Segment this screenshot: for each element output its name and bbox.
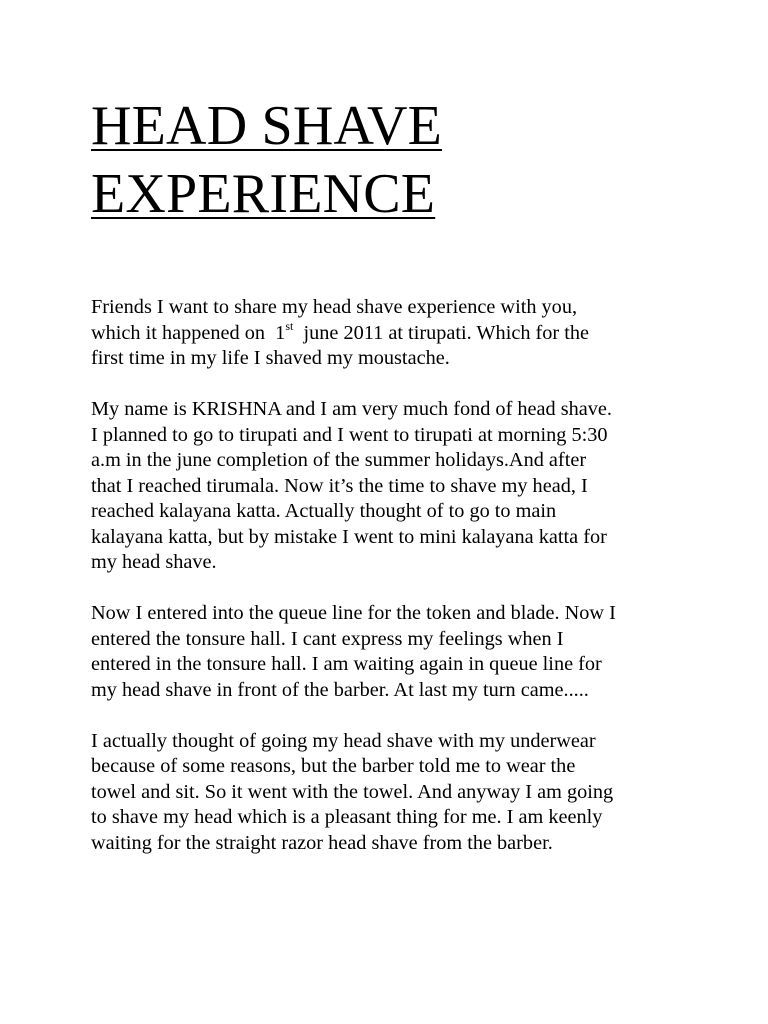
text-line: reached kalayana katta. Actually thought of to go to main [91,500,557,522]
paragraph-2 [91,397,691,576]
text-line-with-superscript [91,318,691,347]
text-line: first time in my life I shaved my moustache. [91,347,450,369]
text-segment: june 2011 at tirupati. Which for the [293,321,590,344]
text-line: kalayana katta, but by mistake I went to mini kalayana katta for [91,525,607,548]
text-line: Now I entered into the queue line for the token and blade. Now I [91,602,616,624]
text-segment: which it happened on 1 [91,321,286,344]
text-line: my head shave in front of the barber. At last my turn came..... [91,678,589,701]
paragraph-3 [91,601,691,703]
text-line: My name is KRISHNA and I am very much fond of head shave. [91,398,613,420]
text-line: towel and sit. So it went with the towel. And anyway I am going [91,780,614,803]
text-line: my head shave. [91,551,217,573]
text-line: a.m in the june completion of the summer holidays.And after [91,449,587,471]
text-line: entered the tonsure hall. I cant express my feelings when I [91,627,564,650]
text-line: Friends I want to share my head shave experience with you, [91,296,578,318]
text-line: I planned to go to tirupati and I went to tirupati at morning 5:30 [91,423,608,446]
document-title [91,92,442,228]
title-line-2: EXPERIENCE [91,163,436,225]
title-line-1: HEAD SHAVE [91,95,442,157]
text-line: that I reached tirumala. Now it’s the time to shave my head, I [91,474,588,497]
text-line: because of some reasons, but the barber told me to wear the [91,755,576,777]
paragraph-4 [91,729,691,857]
text-line: waiting for the straight razor head shave from the barber. [91,831,553,854]
text-line: entered in the tonsure hall. I am waiting again in queue line for [91,653,602,675]
document-body [91,295,691,882]
text-line: I actually thought of going my head shave with my underwear [91,729,596,752]
ordinal-superscript: st [285,318,294,333]
paragraph-1 [91,295,691,372]
text-line: to shave my head which is a pleasant thing for me. I am keenly [91,806,603,828]
